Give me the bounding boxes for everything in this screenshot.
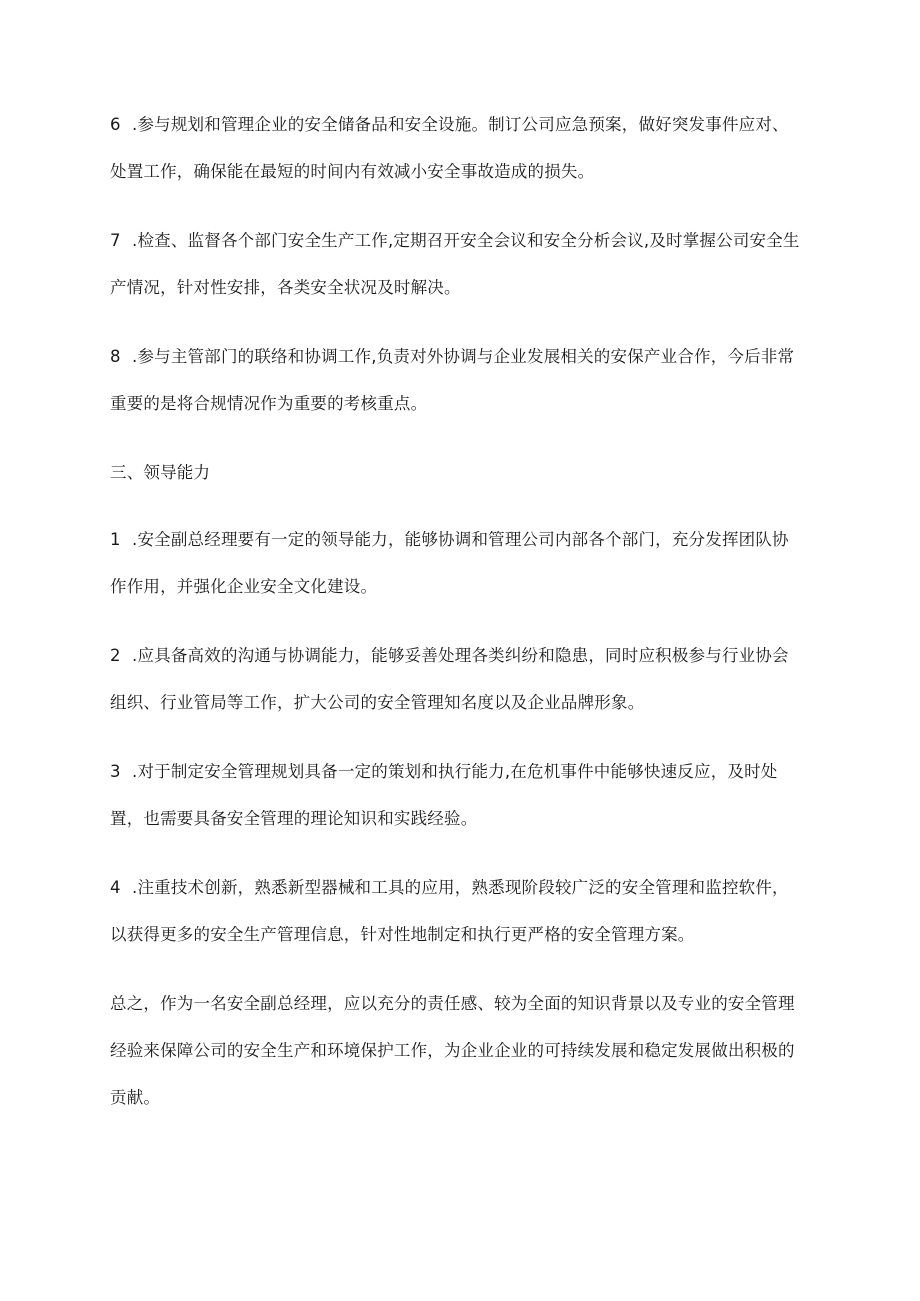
list-item-4-line-2: 以获得更多的安全生产管理信息，针对性地制定和执行更严格的安全管理方案。 bbox=[110, 925, 695, 944]
list-item-text: .注重技术创新，熟悉新型器械和工具的应用，熟悉现阶段较广泛的安全管理和监控软件， bbox=[132, 878, 789, 897]
list-item-text: .参与主管部门的联络和协调工作,负责对外协调与企业发展相关的安保产业合作，今后非常 bbox=[132, 347, 795, 366]
section-heading: 三、领导能力 bbox=[110, 463, 211, 482]
closing-paragraph-line-3: 贡献。 bbox=[110, 1088, 161, 1107]
list-number: 3 bbox=[110, 762, 121, 781]
list-item-2-line-2: 组织、行业管局等工作，扩大公司的安全管理知名度以及企业品牌形象。 bbox=[110, 693, 645, 712]
list-item-3-line-1 bbox=[110, 761, 778, 783]
list-number: 1 bbox=[110, 530, 121, 549]
list-item-1-line-1 bbox=[110, 529, 789, 551]
list-item-6-line-1 bbox=[110, 114, 789, 136]
list-item-4-line-1 bbox=[110, 877, 789, 899]
list-item-text: .安全副总经理要有一定的领导能力，能够协调和管理公司内部各个部门，充分发挥团队协 bbox=[132, 530, 789, 549]
list-number: 6 bbox=[110, 115, 121, 134]
list-item-3-line-2: 置，也需要具备安全管理的理论知识和实践经验。 bbox=[110, 809, 478, 828]
list-item-6-line-2: 处置工作，确保能在最短的时间内有效减小安全事故造成的损失。 bbox=[110, 162, 595, 181]
closing-paragraph-line-2: 经验来保障公司的安全生产和环境保护工作，为企业企业的可持续发展和稳定发展做出积极的 bbox=[110, 1041, 795, 1060]
list-number: 4 bbox=[110, 878, 121, 897]
list-item-text: .参与规划和管理企业的安全储备品和安全设施。制订公司应急预案，做好突发事件应对、 bbox=[132, 115, 789, 134]
list-item-text: .检查、监督各个部门安全生产工作,定期召开安全会议和安全分析会议,及时掌握公司安全生 bbox=[132, 231, 800, 250]
list-number: 8 bbox=[110, 347, 121, 366]
closing-paragraph-line-1: 总之，作为一名安全副总经理，应以充分的责任感、较为全面的知识背景以及专业的安全管理 bbox=[110, 994, 795, 1013]
list-item-1-line-2: 作作用，并强化企业安全文化建设。 bbox=[110, 577, 378, 596]
list-item-8-line-1 bbox=[110, 346, 794, 368]
list-item-text: .对于制定安全管理规划具备一定的策划和执行能力,在危机事件中能够快速反应，及时处 bbox=[132, 762, 778, 781]
list-number: 7 bbox=[110, 231, 121, 250]
list-item-text: .应具备高效的沟通与协调能力，能够妥善处理各类纠纷和隐患，同时应积极参与行业协会 bbox=[132, 646, 789, 665]
list-item-7-line-2: 产情况，针对性安排，各类安全状况及时解决。 bbox=[110, 278, 461, 297]
list-number: 2 bbox=[110, 646, 121, 665]
list-item-7-line-1 bbox=[110, 230, 800, 252]
list-item-8-line-2: 重要的是将合规情况作为重要的考核重点。 bbox=[110, 394, 428, 413]
list-item-2-line-1 bbox=[110, 645, 789, 667]
